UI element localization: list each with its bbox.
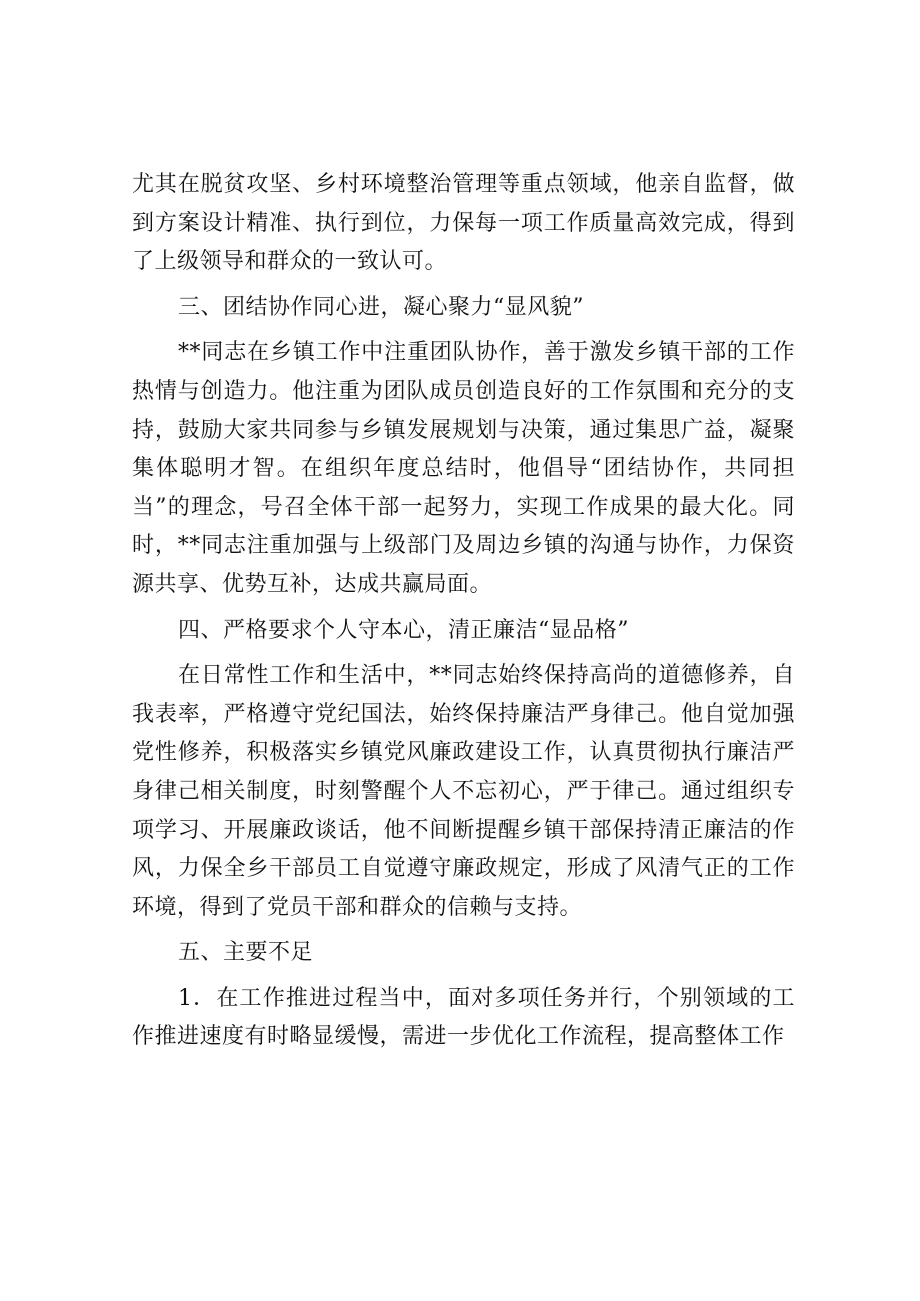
paragraph-integrity: 在日常性工作和生活中，**同志始终保持高尚的道德修养，自我表率，严格遵守党纪国法，始终保持廉洁严身律己。他自觉加强党性修养，积极落实乡镇党风廉政建设工作，认真贯彻执行廉洁严身律己相关制度，时刻警醒个人不忘初心，严于律己。通过组织专项学习、开展廉政谈话，他不间断提醒乡镇干部保持清正廉洁的作风，力保全乡干部员工自觉遵守廉政规定，形成了风清气正的工作环境，得到了党员干部和群众的信赖与支持。 <box>132 663 795 920</box>
paragraph-shortcoming-one: 1．在工作推进过程当中，面对多项任务并行，个别领域的工作推进速度有时略显缓慢，需进一步优化工作流程，提高整体工作 <box>132 985 795 1050</box>
section-heading-four: 四、严格要求个人守本心，清正廉洁“显品格” <box>178 617 629 643</box>
paragraph-continuation: 尤其在脱贫攻坚、乡村环境整治管理等重点领域，他亲自监督，做到方案设计精准、执行到位，力保每一项工作质量高效完成，得到了上级领导和群众的一致认可。 <box>132 172 795 275</box>
section-heading-five: 五、主要不足 <box>178 940 314 966</box>
document-body <box>132 166 795 1057</box>
section-heading-three: 三、团结协作同心进，凝心聚力“显风貌” <box>178 294 584 320</box>
paragraph-teamwork: **同志在乡镇工作中注重团队协作，善于激发乡镇干部的工作热情与创造力。他注重为团队成员创造良好的工作氛围和充分的支持，鼓励大家共同参与乡镇发展规划与决策，通过集思广益，凝聚集体聪明才智。在组织年度总结时，他倡导“团结协作，共同担当”的理念，号召全体干部一起努力，实现工作成果的最大化。同时，**同志注重加强与上级部门及周边乡镇的沟通与协作，力保资源共享、优势互补，达成共赢局面。 <box>132 340 795 597</box>
